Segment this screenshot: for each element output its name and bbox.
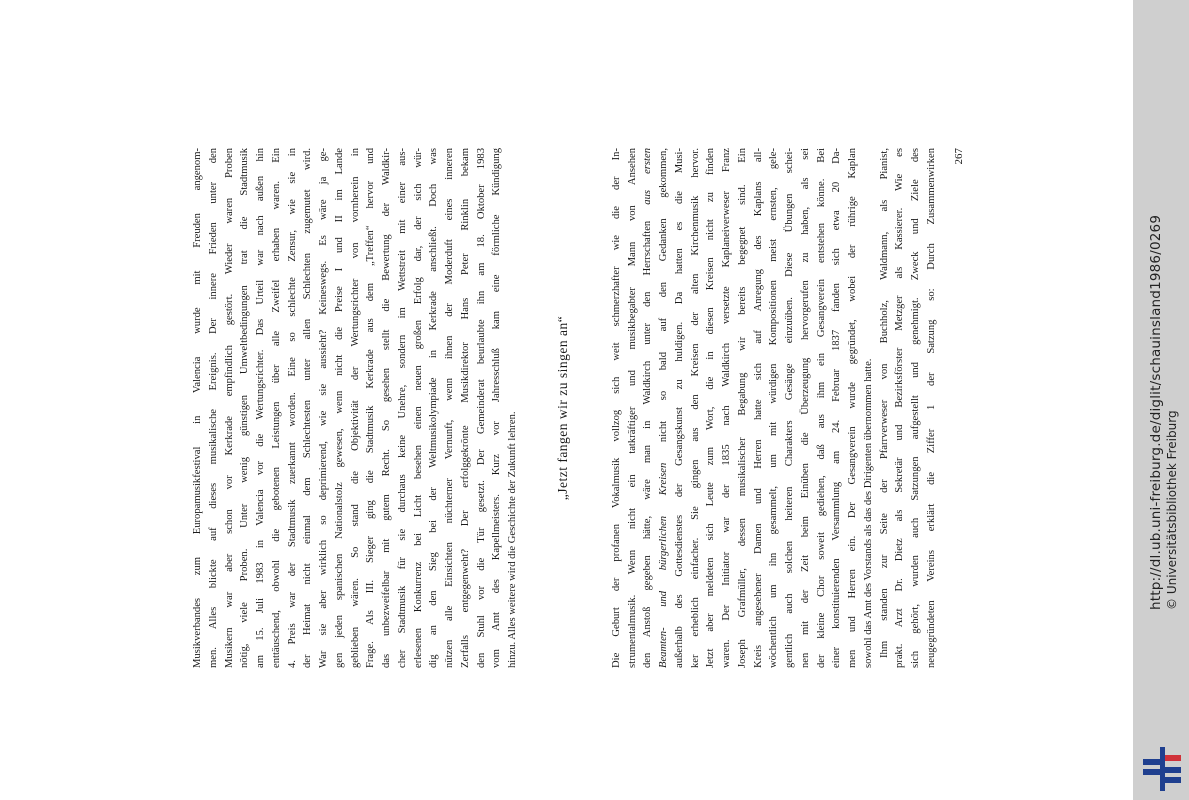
viewer-sidebar bbox=[1133, 0, 1189, 800]
text-line: einer konstituierenden Versammlung am 24. Februar 1837 fanden sich etwa 20 Da- bbox=[831, 148, 843, 668]
copyright-notice: © Universitätsbibliothek Freiburg bbox=[1165, 410, 1179, 610]
text-line: nützen alle Einsichten nüchterner Vernunft, wenn ihnen der Moderduft eines inneren bbox=[444, 148, 455, 668]
text-line: Musikverbandes zum Europamusikfestival in Valencia wurde mit Freuden angenom- bbox=[192, 148, 203, 668]
text-line: Jetzt aber meldeten sich Leute zum Wort, die in diesen Kreisen nicht zu finden bbox=[705, 148, 717, 668]
text-line: men und Herren ein. Der Gesangverein wurde gegründet, wobei der rührige Kaplan bbox=[847, 148, 858, 668]
text-line: nötig, viele Proben. Unter wenig günstigen Umweltbedingungen trat die Stadtmusik bbox=[239, 148, 251, 668]
text-line: erlesenen Konkurrenz bei Licht besehen einen neuen großen Erfolg dar, der sich wür- bbox=[412, 148, 424, 668]
text-line: sowohl das Amt des Vorstands als das des Dirigenten übernommen hatte. bbox=[862, 358, 874, 668]
text-line: vom Amt des Kapellmeisters. Kurz vor Jahresschluß kam eine förmliche Kündigung bbox=[491, 148, 503, 668]
text-line: Zerfalls entgegenweht? Der erfolggekrönte Musikdirektor Hans Peter Rinklin bekam bbox=[459, 148, 471, 668]
text-line: nen mit der Zeit beim Einüben die Überzeugung hervorgerufen zu haben, als sei bbox=[799, 148, 811, 668]
logo-bar bbox=[1165, 755, 1181, 761]
logo-bar bbox=[1165, 767, 1181, 773]
text-line: Die Geburt der profanen Vokalmusik vollzog sich weit schmerzhafter wie die der In- bbox=[610, 148, 622, 668]
text-line: Musikern war aber schon vor Kerkrade empfindlich gestört. Wieder waren Proben bbox=[223, 148, 235, 668]
text-line: dig an den Sieg bei der Weltmusikolympiade in Kerkrade anschließt. Doch was bbox=[428, 148, 440, 668]
text-line: hinzu. Alles weitere wird die Geschichte der Zukunft lehren. bbox=[507, 411, 518, 668]
text-line: cher Stadtmusik für sie durchaus keine Unehre, sondern im Wettstreit mit einer aus- bbox=[396, 148, 408, 668]
text-line: das unbezweifelbar mit gutem Recht. So gesehen stellt die Bewertung der Waldkir- bbox=[381, 148, 392, 668]
text-line: men. Alles blickte auf dieses musikalische Ereignis. Der innere Frieden unter den bbox=[207, 148, 219, 668]
text-line: den Anstoß gegeben hätte, wäre man in Waldkirch unter den Herrschaften aus ersten bbox=[642, 148, 654, 668]
text-line: außerhalb des Gottesdienstes der Gesangskunst zu huldigen. Da hatten es die Musi- bbox=[673, 148, 685, 668]
sidebar-text bbox=[1143, 10, 1183, 790]
text-line: sich gehört, wurden auch Satzungen aufgestellt und genehmigt. Zweck und Ziele des bbox=[910, 148, 921, 668]
text-line: neugegründeten Vereins erklärt die Ziffer 1 der Satzung so: Durch Zusammenwirken bbox=[925, 148, 937, 668]
text-line: ker erheblich einfacher. Sie gingen aus den Kreisen der alten Kirchenmusik hervor. bbox=[689, 148, 701, 668]
paragraph-3 bbox=[877, 148, 940, 668]
logo-bar bbox=[1143, 769, 1160, 775]
text-line: Frage. Als III. Sieger ging die Stadtmusik Kerkrade aus dem „Treffen“ hervor und bbox=[365, 148, 377, 668]
rotated-text-block bbox=[190, 148, 965, 668]
logo-bar bbox=[1160, 747, 1165, 791]
source-url-link[interactable]: http://dl.ub.uni-freiburg.de/diglit/schauinsland1986/0269 bbox=[1148, 214, 1164, 610]
text-line: wöchentlich um ihn gesammelt, um mit würdigen Kompositionen meist ernsten, gele- bbox=[768, 148, 780, 668]
text-line: den Stuhl vor die Tür gesetzt. Der Gemeinderat beurlaubte ihn am 18. Oktober 1983 bbox=[475, 148, 487, 668]
text-line: gentlich auch solchen heiteren Charakters Gesänge einzuüben. Diese Übungen schei- bbox=[784, 148, 795, 668]
text-line: War sie aber wirklich so deprimierend, wie sie aussieht? Keineswegs. Es wäre ja ge- bbox=[318, 148, 329, 668]
text-line: Ihm standen zur Seite der Pfarrverweser von Buchholz, Waldmann, als Pianist, bbox=[878, 148, 890, 658]
text-line: Kreis angesehener Damen und Herren hatte sich auf Anregung des Kaplans all- bbox=[752, 148, 764, 668]
italic-fragment: aus ersten bbox=[642, 148, 654, 205]
text-line: prakt. Arzt Dr. Dietz als Sekretär und Bezirksförster Metzger als Kassierer. Wie es bbox=[894, 148, 906, 668]
text-line: strumentalmusik. Wenn nicht ein tatkräftiger und musikbegabter Mann von Ansehen bbox=[626, 148, 638, 668]
page-number: 267 bbox=[952, 148, 965, 165]
paragraph-2 bbox=[609, 148, 877, 668]
ub-freiburg-logo-icon bbox=[1141, 745, 1183, 793]
text-line: der kleine Chor soweit gediehen, daß aus ihm ein Gesangverein entstehen könne. Bei bbox=[815, 148, 827, 668]
text-line: waren. Der Initiator war der 1835 nach Waldkirch versetzte Kaplaneiverweser Franz bbox=[721, 148, 732, 668]
text-line: der Heimat nicht einmal dem Schlechtesten unter allen Schlechten zugemutet wird. bbox=[302, 148, 314, 668]
text-line: gen jeden spanischen Nationalstolz gewesen, wenn nicht die Preise I und II im Lande bbox=[333, 148, 345, 668]
text-line: am 15. Juli 1983 in Valencia vor die Wertungsrichter. Das Urteil war nach außen hin bbox=[255, 148, 266, 668]
text-line: Joseph Grafmüller, dessen musikalischer Begabung wir bereits begegnet sind. Ein bbox=[736, 148, 748, 668]
text-line: geblieben wären. So stand die Objektivität der Wertungsrichter von vornherein in bbox=[349, 148, 361, 668]
text-line: 4. Preis war der Stadtmusik zuerkannt worden. Eine so schlechte Zensur, wie sie in bbox=[286, 148, 298, 668]
logo-bar bbox=[1165, 777, 1181, 783]
text-line: Beamten- und bürgerlichen Kreisen nicht so bald auf den Gedanken gekommen, bbox=[658, 148, 669, 668]
italic-fragment: Beamten- und bürgerlichen Kreisen bbox=[658, 462, 669, 668]
section-heading: „Jetzt fangen wir zu singen an“ bbox=[554, 315, 570, 501]
paragraph-1 bbox=[190, 148, 521, 668]
logo-bar bbox=[1143, 759, 1160, 765]
text-line: enttäuschend, obwohl die gebotenen Leistungen über alle Zweifel erhaben waren. Ein bbox=[270, 148, 282, 668]
